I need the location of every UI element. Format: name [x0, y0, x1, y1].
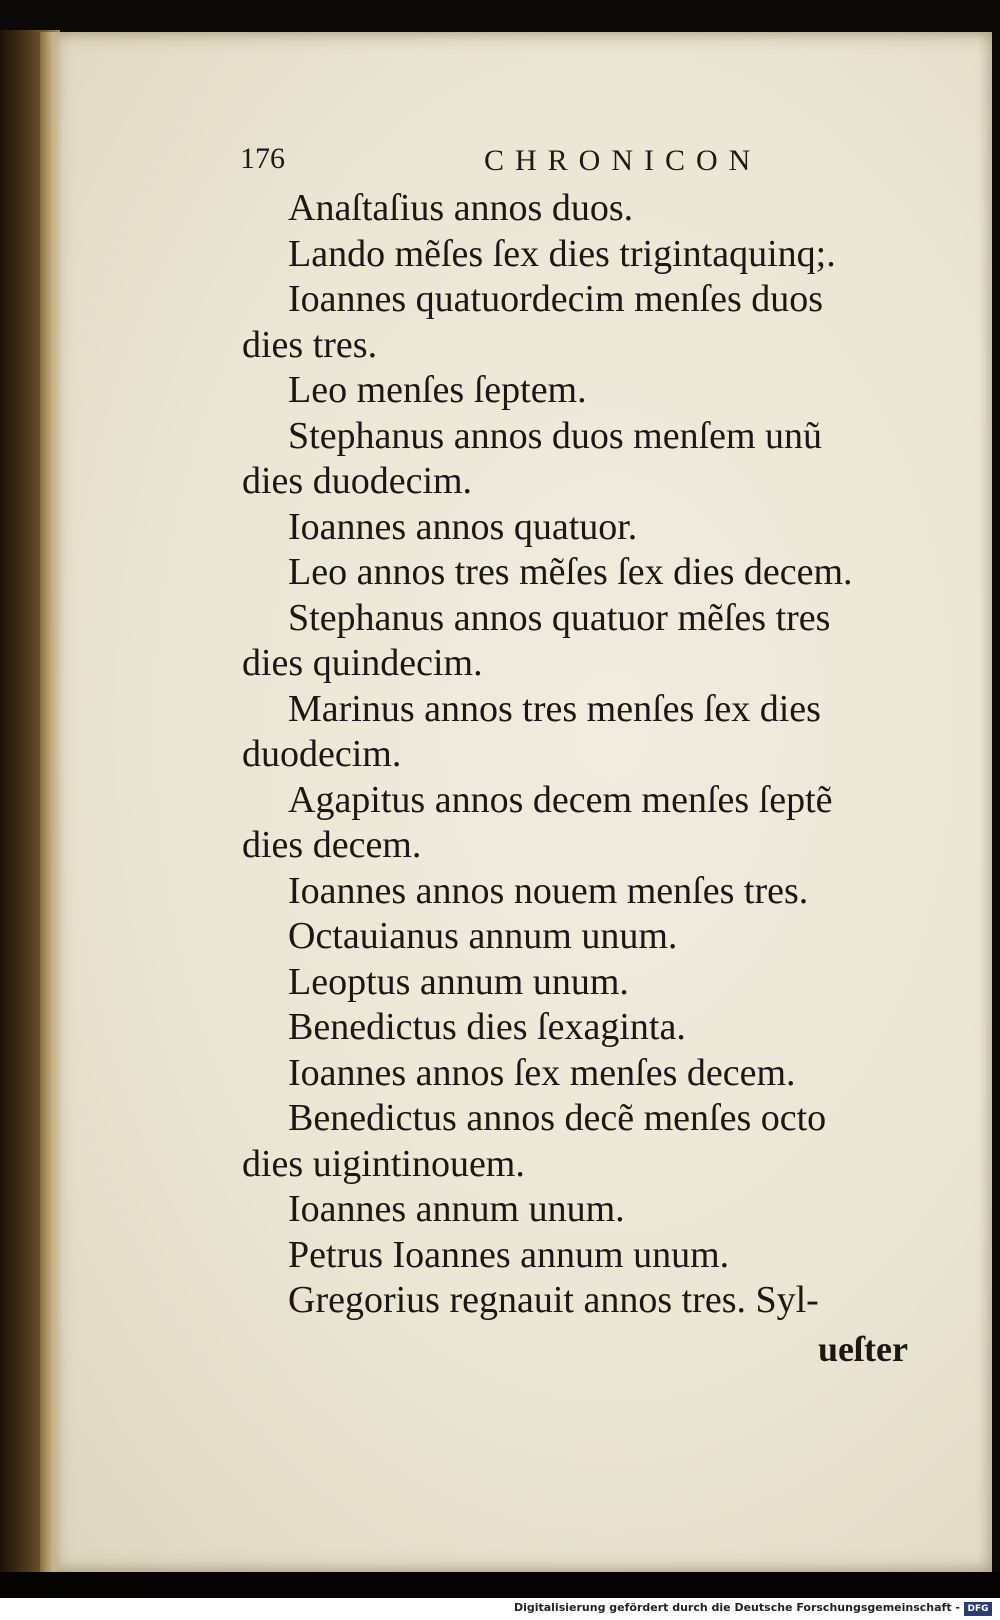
text-line: Ioannes annos ſex menſes decem.: [288, 1051, 796, 1094]
text-line: Leo menſes ſeptem.: [288, 369, 587, 411]
text-line: dies decem.: [242, 824, 422, 866]
text-line: Agapitus annos decem menſes ſeptẽ: [288, 778, 833, 821]
text-line: Petrus Ioannes annum unum.: [288, 1233, 730, 1276]
text-line: Anaſtaſius annos duos.: [288, 187, 634, 229]
text-line: Marinus annos tres menſes ſex dies: [288, 687, 821, 730]
scan-bottom-band: [0, 1572, 1000, 1600]
text-line: dies duodecim.: [242, 460, 473, 502]
text-line: Benedictus dies ſexaginta.: [288, 1006, 686, 1048]
text-line: Gregorius regnauit annos tres. Syl-: [288, 1279, 819, 1321]
text-line: Ioannes quatuordecim menſes duos: [288, 278, 824, 320]
page-gutter: [40, 32, 62, 1572]
text-line: dies tres.: [242, 323, 378, 366]
text-line: Benedictus annos decẽ menſes octo: [288, 1097, 827, 1139]
text-line: dies quindecim.: [242, 642, 483, 684]
text-line: Octauianus annum unum.: [288, 915, 678, 957]
running-title: CHRONICON: [484, 144, 762, 177]
footer-credit: Digitalisierung gefördert durch die Deutsche Forschungsgemeinschaft -: [513, 1601, 960, 1614]
text-block: [242, 186, 934, 1324]
text-line: Ioannes annos nouem menſes tres.: [288, 869, 809, 912]
page-header: [240, 142, 800, 182]
text-line: duodecim.: [242, 733, 402, 775]
text-line: Stephanus annos duos menſem unũ: [288, 414, 823, 457]
catchword: ueſter: [818, 1329, 908, 1369]
text-line: Stephanus annos quatuor mẽſes tres: [288, 596, 831, 639]
text-line: Leoptus annum unum.: [288, 960, 629, 1003]
text-line: Ioannes annum unum.: [288, 1188, 625, 1230]
text-line: dies uigintinouem.: [242, 1142, 525, 1185]
text-line: Lando mẽſes ſex dies trigintaquinq;.: [288, 232, 836, 275]
text-line: Leo annos tres mẽſes ſex dies decem.: [288, 551, 853, 593]
dfg-logo-icon: DFG: [964, 1602, 992, 1616]
text-line: Ioannes annos quatuor.: [288, 505, 638, 548]
page-number: 176: [240, 142, 285, 175]
